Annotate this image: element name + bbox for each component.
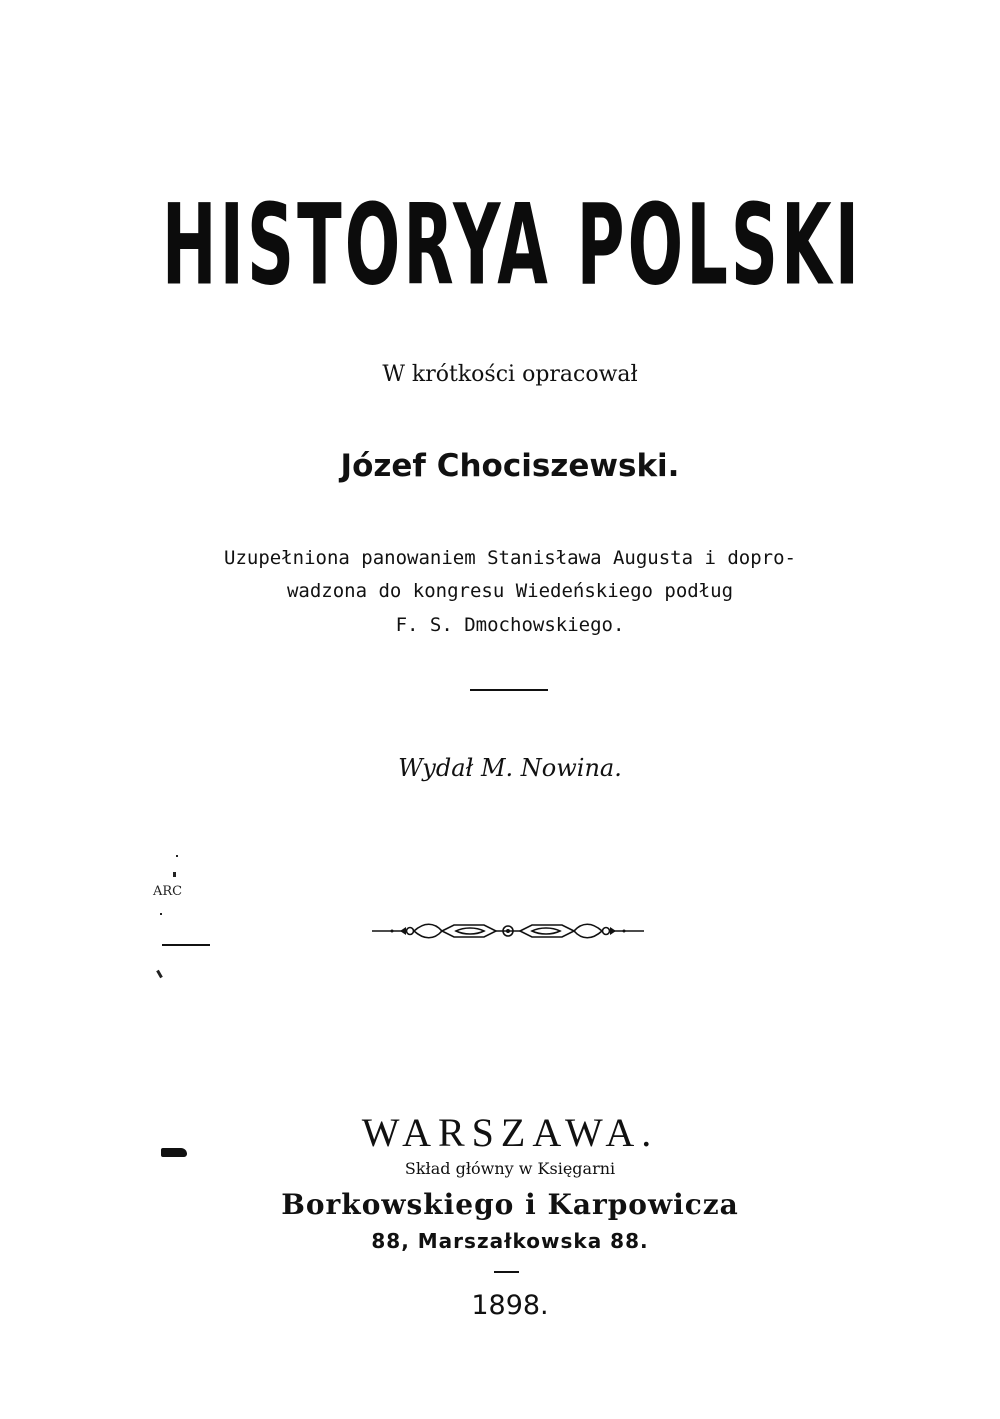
publisher-line: Wydał M. Nowina. bbox=[398, 754, 622, 782]
imprint-address: 88, Marszałkowska 88. bbox=[371, 1229, 649, 1253]
author-name: Józef Chociszewski. bbox=[340, 448, 680, 484]
margin-speck bbox=[173, 872, 176, 877]
ornament-divider bbox=[372, 916, 644, 946]
margin-library-mark: ARC bbox=[153, 884, 183, 899]
margin-speck bbox=[156, 970, 163, 978]
margin-rule bbox=[162, 944, 210, 946]
imprint-year: 1898. bbox=[471, 1290, 549, 1321]
imprint-rule bbox=[494, 1271, 519, 1273]
prepared-by-line: W krótkości opracował bbox=[382, 362, 638, 387]
imprint-bookstore: Borkowskiego i Karpowicza bbox=[281, 1188, 739, 1221]
imprint-city: WARSZAWA. bbox=[361, 1110, 659, 1155]
margin-speck bbox=[176, 855, 178, 857]
margin-speck bbox=[160, 913, 162, 915]
divider-rule bbox=[470, 689, 548, 691]
book-title: HISTORYA POLSKI bbox=[161, 181, 863, 311]
description-line-2: wadzona do kongresu Wiedeńskiego podług bbox=[286, 580, 734, 602]
description-line-1: Uzupełniona panowaniem Stanisława Augusta i dopro- bbox=[224, 547, 796, 569]
imprint-depot: Skład główny w Księgarni bbox=[404, 1159, 616, 1178]
description-line-3: F. S. Dmochowskiego. bbox=[395, 614, 625, 636]
